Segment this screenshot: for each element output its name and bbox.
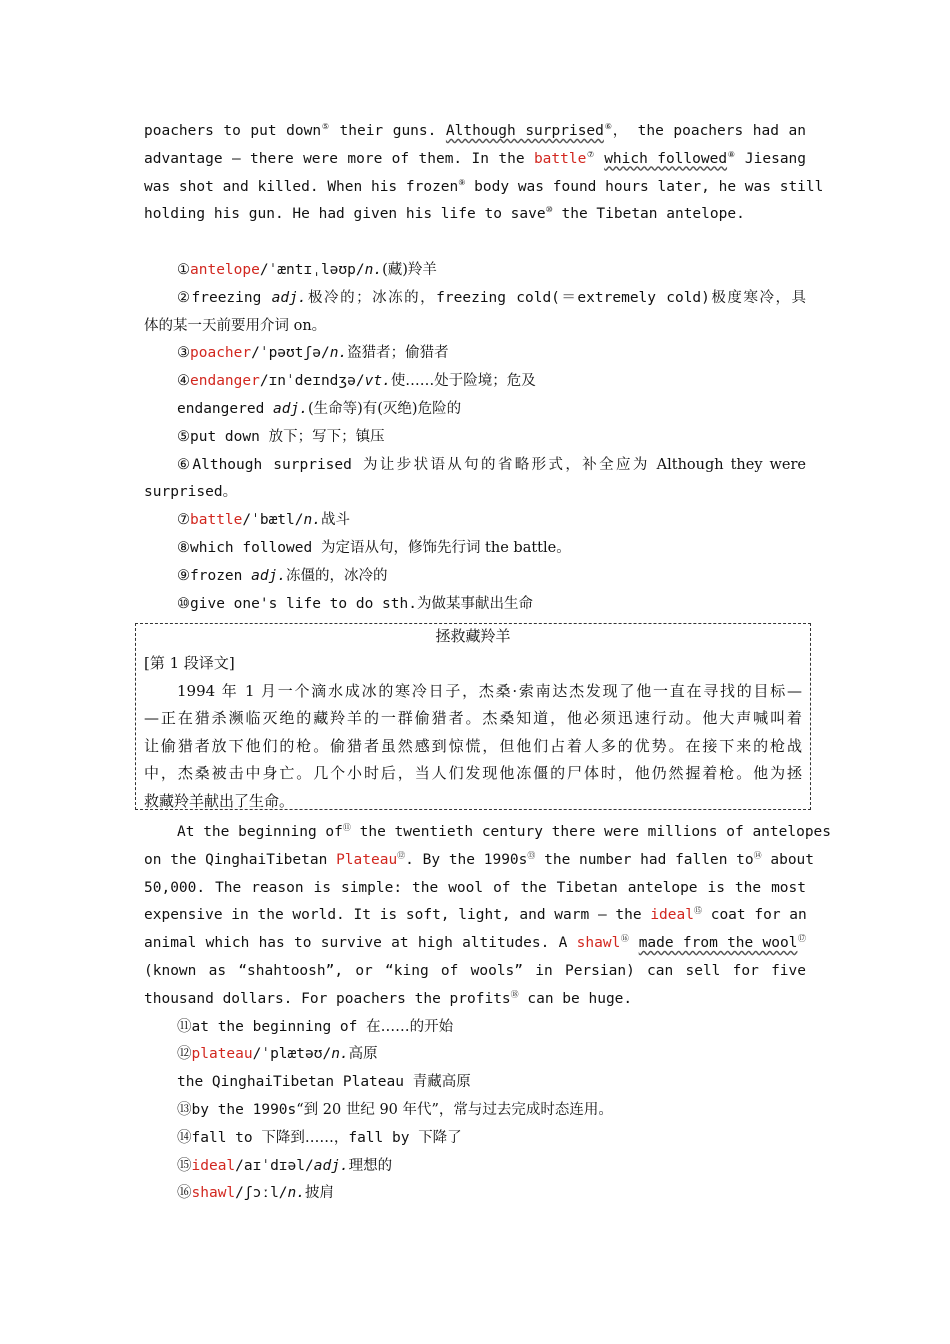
para1-line-4: holding his gun. He had given his life to save⑩ the Tibetan antelope. bbox=[144, 205, 745, 223]
note-6-cont: surprised。 bbox=[144, 484, 238, 501]
note-7: ⑦battle/ˈbætl/n.战斗 bbox=[177, 512, 350, 529]
para2-line-7: thousand dollars. For poachers the profits⑱ can be huge. bbox=[144, 989, 633, 1007]
para2-line-3: 50,000. The reason is simple: the wool of the Tibetan antelope is the most bbox=[144, 879, 806, 896]
para1-line-3: was shot and killed. When his frozen⑨ body was found hours later, he was still bbox=[144, 177, 824, 195]
note-11: ⑪at the beginning of 在……的开始 bbox=[177, 1018, 454, 1035]
translation-line: 中，杰桑被击中身亡。几个小时后，当人们发现他冻僵的尸体时，他仍然握着枪。他为拯 bbox=[144, 764, 802, 783]
translation-box bbox=[135, 623, 811, 810]
note-10: ⑩give one's life to do sth.为做某事献出生命 bbox=[177, 595, 533, 612]
note-8: ⑧which followed 为定语从句，修饰先行词 the battle。 bbox=[177, 539, 571, 556]
note-3: ③poacher/ˈpəʊtʃə/n.盗猎者；偷猎者 bbox=[177, 345, 449, 362]
note-5: ⑤put down 放下；写下；镇压 bbox=[177, 428, 385, 445]
note-4: ④endanger/ɪnˈdeɪndʒə/vt.使……处于险境；危及 bbox=[177, 373, 536, 390]
note-2: ②freezing adj.极冷的；冰冻的，freezing cold(＝extremely cold)极度寒冷，具 bbox=[177, 289, 806, 306]
translation-title: 拯救藏羚羊 bbox=[435, 627, 511, 645]
note-12-sub: the QinghaiTibetan Plateau 青藏高原 bbox=[177, 1074, 471, 1091]
translation-line: 救藏羚羊献出了生命。 bbox=[144, 791, 295, 810]
note-16: ⑯shawl/ʃɔːl/n.披肩 bbox=[177, 1185, 335, 1202]
note-4-sub: endangered adj.(生命等)有(灭绝)危险的 bbox=[177, 400, 462, 417]
para2-line-1: At the beginning of⑪ the twentieth century there were millions of antelopes bbox=[177, 823, 832, 840]
para2-line-4: expensive in the world. It is soft, light, and warm — the ideal⑮ coat for an bbox=[144, 906, 807, 924]
note-14: ⑭fall to 下降到……，fall by 下降了 bbox=[177, 1129, 462, 1146]
translation-line: 1994 年 1 月一个滴水成冰的寒冷日子，杰桑·索南达杰发现了他一直在寻找的目标— bbox=[177, 681, 802, 700]
para1-line-2: advantage — there were more of them. In the battle⑦ which followed⑧ Jiesang bbox=[144, 149, 807, 167]
para1-line-1: poachers to put down⑤ their guns. Although surprised⑥， the poachers had an bbox=[144, 122, 806, 139]
para2-line-5: animal which has to survive at high altitudes. A shawl⑯ made from the wool⑰ bbox=[144, 934, 807, 952]
translation-line: 让偷猎者放下他们的枪。偷猎者虽然感到惊慌，但他们占着人多的优势。在接下来的枪战 bbox=[144, 736, 802, 755]
passage-page bbox=[144, 118, 824, 618]
translation-header: [第 1 段译文] bbox=[144, 654, 235, 672]
note-6: ⑥Although surprised 为让步状语从句的省略形式，补全应为 Although they were bbox=[177, 456, 807, 473]
note-15: ⑮ideal/aɪˈdɪəl/adj.理想的 bbox=[177, 1157, 393, 1174]
note-2-cont: 体的某一天前要用介词 on。 bbox=[144, 317, 327, 334]
passage-section-2 bbox=[144, 819, 832, 1208]
note-12: ⑫plateau/ˈplætəʊ/n.高原 bbox=[177, 1046, 378, 1063]
para2-line-2: on the QinghaiTibetan Plateau⑫. By the 1990s⑬ the number had fallen to⑭ about bbox=[144, 850, 815, 868]
translation-line: —正在猎杀濒临灭绝的藏羚羊的一群偷猎者。杰桑知道，他必须迅速行动。他大声喊叫着 bbox=[144, 709, 802, 728]
note-9: ⑨frozen adj.冻僵的，冰冷的 bbox=[177, 567, 388, 584]
para2-line-6: (known as “shahtoosh”, or “king of wools” in Persian) can sell for five bbox=[144, 962, 806, 979]
note-13: ⑬by the 1990s“到 20 世纪 90 年代”，常与过去完成时态连用。 bbox=[177, 1101, 613, 1118]
note-1: ①antelope/ˈæntɪˌləʊp/n.(藏)羚羊 bbox=[177, 261, 437, 278]
